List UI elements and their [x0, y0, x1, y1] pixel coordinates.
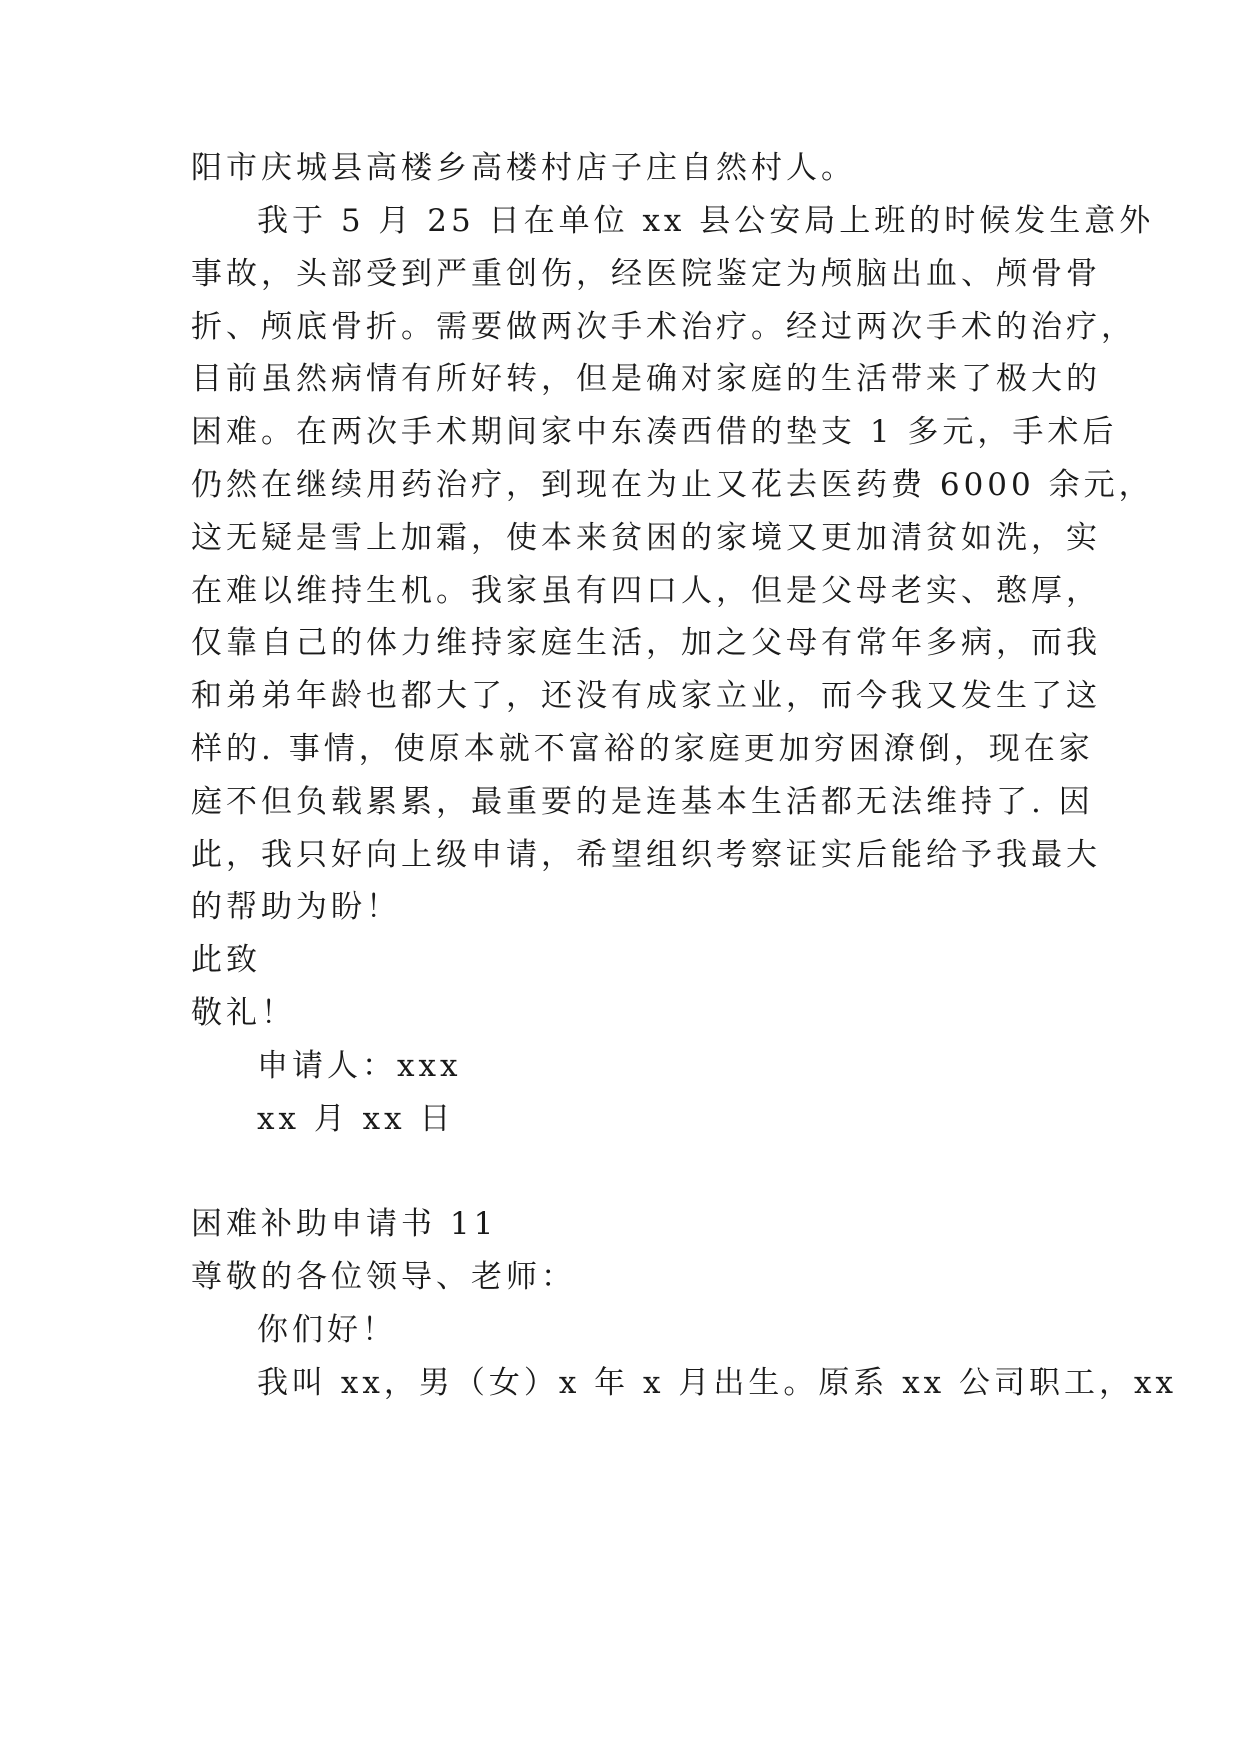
paragraph-line: 的帮助为盼！ — [191, 889, 401, 925]
paragraph-line: 和弟弟年龄也都大了，还没有成家立业，而今我又发生了这 — [191, 678, 1101, 714]
paragraph-line: 在难以维持生机。我家虽有四口人，但是父母老实、憨厚， — [191, 573, 1101, 609]
paragraph-line: 样的. 事情，使原本就不富裕的家庭更加穷困潦倒，现在家 — [191, 731, 1094, 767]
paragraph-line: 困难。在两次手术期间家中东凑西借的垫支 1 多元，手术后 — [191, 414, 1118, 450]
paragraph-line: 折、颅底骨折。需要做两次手术治疗。经过两次手术的治疗， — [191, 309, 1136, 345]
closing-salutation: 此致 — [191, 942, 261, 978]
greeting: 你们好！ — [257, 1312, 397, 1348]
paragraph-line: 事故，头部受到严重创伤，经医院鉴定为颅脑出血、颅骨骨 — [191, 256, 1101, 292]
section-title: 困难补助申请书 11 — [191, 1206, 498, 1242]
salutation: 尊敬的各位领导、老师： — [191, 1259, 576, 1295]
paragraph-line: 庭不但负载累累，最重要的是连基本生活都无法维持了. 因 — [191, 784, 1094, 820]
paragraph-line: 这无疑是雪上加霜，使本来贫困的家境又更加清贫如洗，实 — [191, 520, 1101, 556]
paragraph-line: 仍然在继续用药治疗，到现在为止又花去医药费 6000 余元， — [191, 467, 1154, 503]
paragraph-line: 仅靠自己的体力维持家庭生活，加之父母有常年多病，而我 — [191, 625, 1101, 661]
signature-date: xx 月 xx 日 — [257, 1101, 455, 1137]
paragraph-line: 此，我只好向上级申请，希望组织考察证实后能给予我最大 — [191, 837, 1101, 873]
paragraph-line: 我于 5 月 25 日在单位 xx 县公安局上班的时候发生意外 — [257, 203, 1155, 239]
closing-regards: 敬礼！ — [191, 995, 296, 1031]
paragraph-line: 目前虽然病情有所好转，但是确对家庭的生活带来了极大的 — [191, 361, 1101, 397]
paragraph-line: 阳市庆城县高楼乡高楼村店子庄自然村人。 — [191, 150, 856, 186]
paragraph-line: 我叫 xx，男（女）x 年 x 月出生。原系 xx 公司职工，xx — [257, 1365, 1177, 1401]
applicant-signature: 申请人：xxx — [257, 1048, 462, 1084]
